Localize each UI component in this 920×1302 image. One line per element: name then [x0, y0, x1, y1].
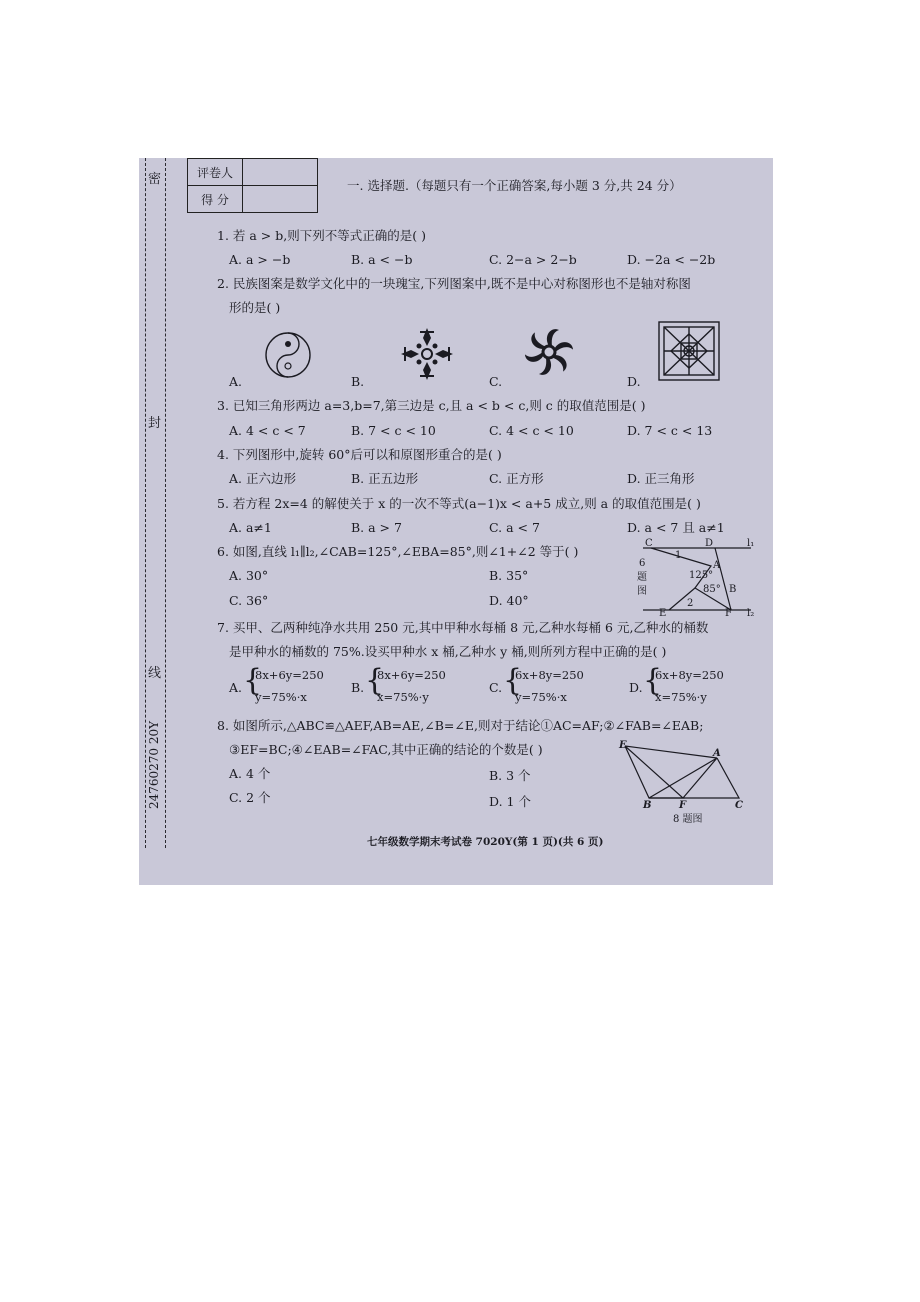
q6-label-l1: l₁: [747, 538, 755, 549]
q1-option-b: B. a < −b: [351, 252, 413, 267]
q1-stem: 1. 若 a > b,则下列不等式正确的是( ): [217, 228, 426, 243]
q8-figure: [617, 738, 757, 824]
q7-option-a-eq1: 8x+6y=250: [255, 668, 324, 682]
q7-option-c-eq1: 6x+8y=250: [515, 668, 584, 682]
q7-option-b-letter: B.: [351, 680, 365, 695]
q5-option-b: B. a > 7: [351, 520, 402, 535]
q6-label-n2: 2: [687, 598, 694, 609]
q1-option-c: C. 2−a > 2−b: [489, 252, 577, 267]
score-label: 得 分: [188, 186, 243, 213]
q4-option-a: A. 正六边形: [229, 471, 296, 486]
q5-option-c: C. a < 7: [489, 520, 540, 535]
q8-label-a: A: [713, 748, 721, 759]
q8-stem-line1: 8. 如图所示,△ABC≌△AEF,AB=AE,∠B=∠E,则对于结论①AC=AF;②∠FAB=∠EAB;: [217, 718, 704, 733]
q6-label-e: E: [659, 608, 667, 616]
q8-label-b: B: [643, 800, 652, 811]
q7-option-c-letter: C.: [489, 680, 503, 695]
q4-option-d: D. 正三角形: [627, 471, 695, 486]
q6-option-d: D. 40°: [489, 593, 529, 608]
q6-caption-2: 题: [637, 572, 647, 583]
q7-option-b-brace: {: [365, 663, 385, 698]
q4-option-b: B. 正五边形: [351, 471, 419, 486]
q5-option-d: D. a < 7 且 a≠1: [627, 520, 725, 535]
q6-label-c: C: [645, 538, 653, 549]
q7-option-b-eq1: 8x+6y=250: [377, 668, 446, 682]
q6-option-b: B. 35°: [489, 568, 529, 583]
q7-option-d-brace: {: [643, 663, 663, 698]
score-table: [187, 158, 318, 213]
q6-label-n1: 1: [675, 550, 682, 561]
q2-option-d: D.: [627, 374, 641, 389]
q2-option-b: B.: [351, 374, 365, 389]
q8-option-a: A. 4 个: [229, 766, 271, 781]
q6-label-d: D: [705, 538, 714, 549]
score-field[interactable]: [243, 186, 318, 213]
swirl-flower-icon: [521, 324, 577, 380]
q8-figure-caption: 8 题图: [673, 814, 703, 824]
q7-option-a-brace: {: [243, 663, 263, 698]
seal-char-xian: 线: [148, 666, 162, 681]
q4-stem: 4. 下列图形中,旋转 60°后可以和原图形重合的是( ): [217, 447, 502, 462]
binding-line-left: [145, 158, 146, 848]
yin-yang-icon: [263, 330, 313, 380]
q2-stem-line2: 形的是( ): [229, 300, 281, 315]
q3-option-c: C. 4 < c < 10: [489, 423, 574, 438]
seal-char-mi: 密: [148, 172, 162, 187]
q6-option-a: A. 30°: [229, 568, 269, 583]
q6-label-125: 125°: [689, 570, 714, 581]
seal-char-feng: 封: [148, 416, 162, 431]
q5-stem: 5. 若方程 2x=4 的解使关于 x 的一次不等式(a−1)x < a+5 成立,则 a 的取值范围是( ): [217, 496, 701, 511]
q6-label-f: F: [725, 608, 732, 616]
lattice-window-icon: [657, 320, 721, 382]
q6-stem: 6. 如图,直线 l₁∥l₂,∠CAB=125°,∠EBA=85°,则∠1+∠2 等于( ): [217, 544, 579, 559]
q6-caption-3: 图: [637, 586, 647, 597]
q6-label-l2: l₂: [747, 608, 755, 616]
q6-label-b: B: [729, 584, 737, 595]
q1-option-a: A. a > −b: [229, 252, 291, 267]
section-heading: 一. 选择题.（每题只有一个正确答案,每小题 3 分,共 24 分）: [347, 178, 682, 193]
binding-line-right: [165, 158, 166, 848]
q7-option-d-letter: D.: [629, 680, 643, 695]
q8-label-e: E: [619, 740, 627, 751]
q7-option-d-eq1: 6x+8y=250: [655, 668, 724, 682]
q8-option-d: D. 1 个: [489, 794, 531, 809]
q7-option-c-brace: {: [503, 663, 523, 698]
q6-figure: [633, 536, 763, 616]
exam-paper: [139, 158, 773, 885]
q1-option-d: D. −2a < −2b: [627, 252, 716, 267]
q7-option-b-eq2: x=75%·y: [377, 690, 429, 704]
q6-option-c: C. 36°: [229, 593, 269, 608]
q3-stem: 3. 已知三角形两边 a=3,b=7,第三边是 c,且 a < b < c,则 c 的取值范围是( ): [217, 398, 646, 413]
q8-label-f: F: [679, 800, 687, 811]
q8-label-c: C: [735, 800, 743, 811]
q7-option-c-eq2: y=75%·x: [515, 690, 567, 704]
q8-option-b: B. 3 个: [489, 768, 531, 783]
q2-stem-line1: 2. 民族图案是数学文化中的一块瑰宝,下列图案中,既不是中心对称图形也不是轴对称图: [217, 276, 691, 291]
q6-caption-1: 6: [639, 558, 646, 569]
q3-option-d: D. 7 < c < 13: [627, 423, 713, 438]
q2-option-c: C.: [489, 374, 503, 389]
q3-option-b: B. 7 < c < 10: [351, 423, 436, 438]
q6-label-a: A: [713, 560, 721, 571]
q7-stem-line2: 是甲种水的桶数的 75%.设买甲种水 x 桶,乙种水 y 桶,则所列方程中正确的是( ): [229, 644, 667, 659]
q3-option-a: A. 4 < c < 7: [229, 423, 306, 438]
flower-cross-icon: [399, 326, 455, 382]
reviewer-label: 评卷人: [188, 159, 243, 186]
q2-option-a: A.: [229, 374, 243, 389]
q7-option-a-eq2: y=75%·x: [255, 690, 307, 704]
q5-option-a: A. a≠1: [229, 520, 272, 535]
q6-label-85: 85°: [703, 584, 721, 595]
q7-option-d-eq2: x=75%·y: [655, 690, 707, 704]
exam-code-vertical: 24760270 20Y: [147, 720, 161, 810]
reviewer-field[interactable]: [243, 159, 318, 186]
q7-stem-line1: 7. 买甲、乙两种纯净水共用 250 元,其中甲种水每桶 8 元,乙种水每桶 6 元,乙种水的桶数: [217, 620, 709, 635]
q8-stem-line2: ③EF=BC;④∠EAB=∠FAC,其中正确的结论的个数是( ): [229, 742, 543, 757]
q7-option-a-letter: A.: [229, 680, 243, 695]
page-footer: 七年级数学期末考试卷 7020Y(第 1 页)(共 6 页): [367, 836, 604, 848]
q8-option-c: C. 2 个: [229, 790, 271, 805]
q4-option-c: C. 正方形: [489, 471, 544, 486]
